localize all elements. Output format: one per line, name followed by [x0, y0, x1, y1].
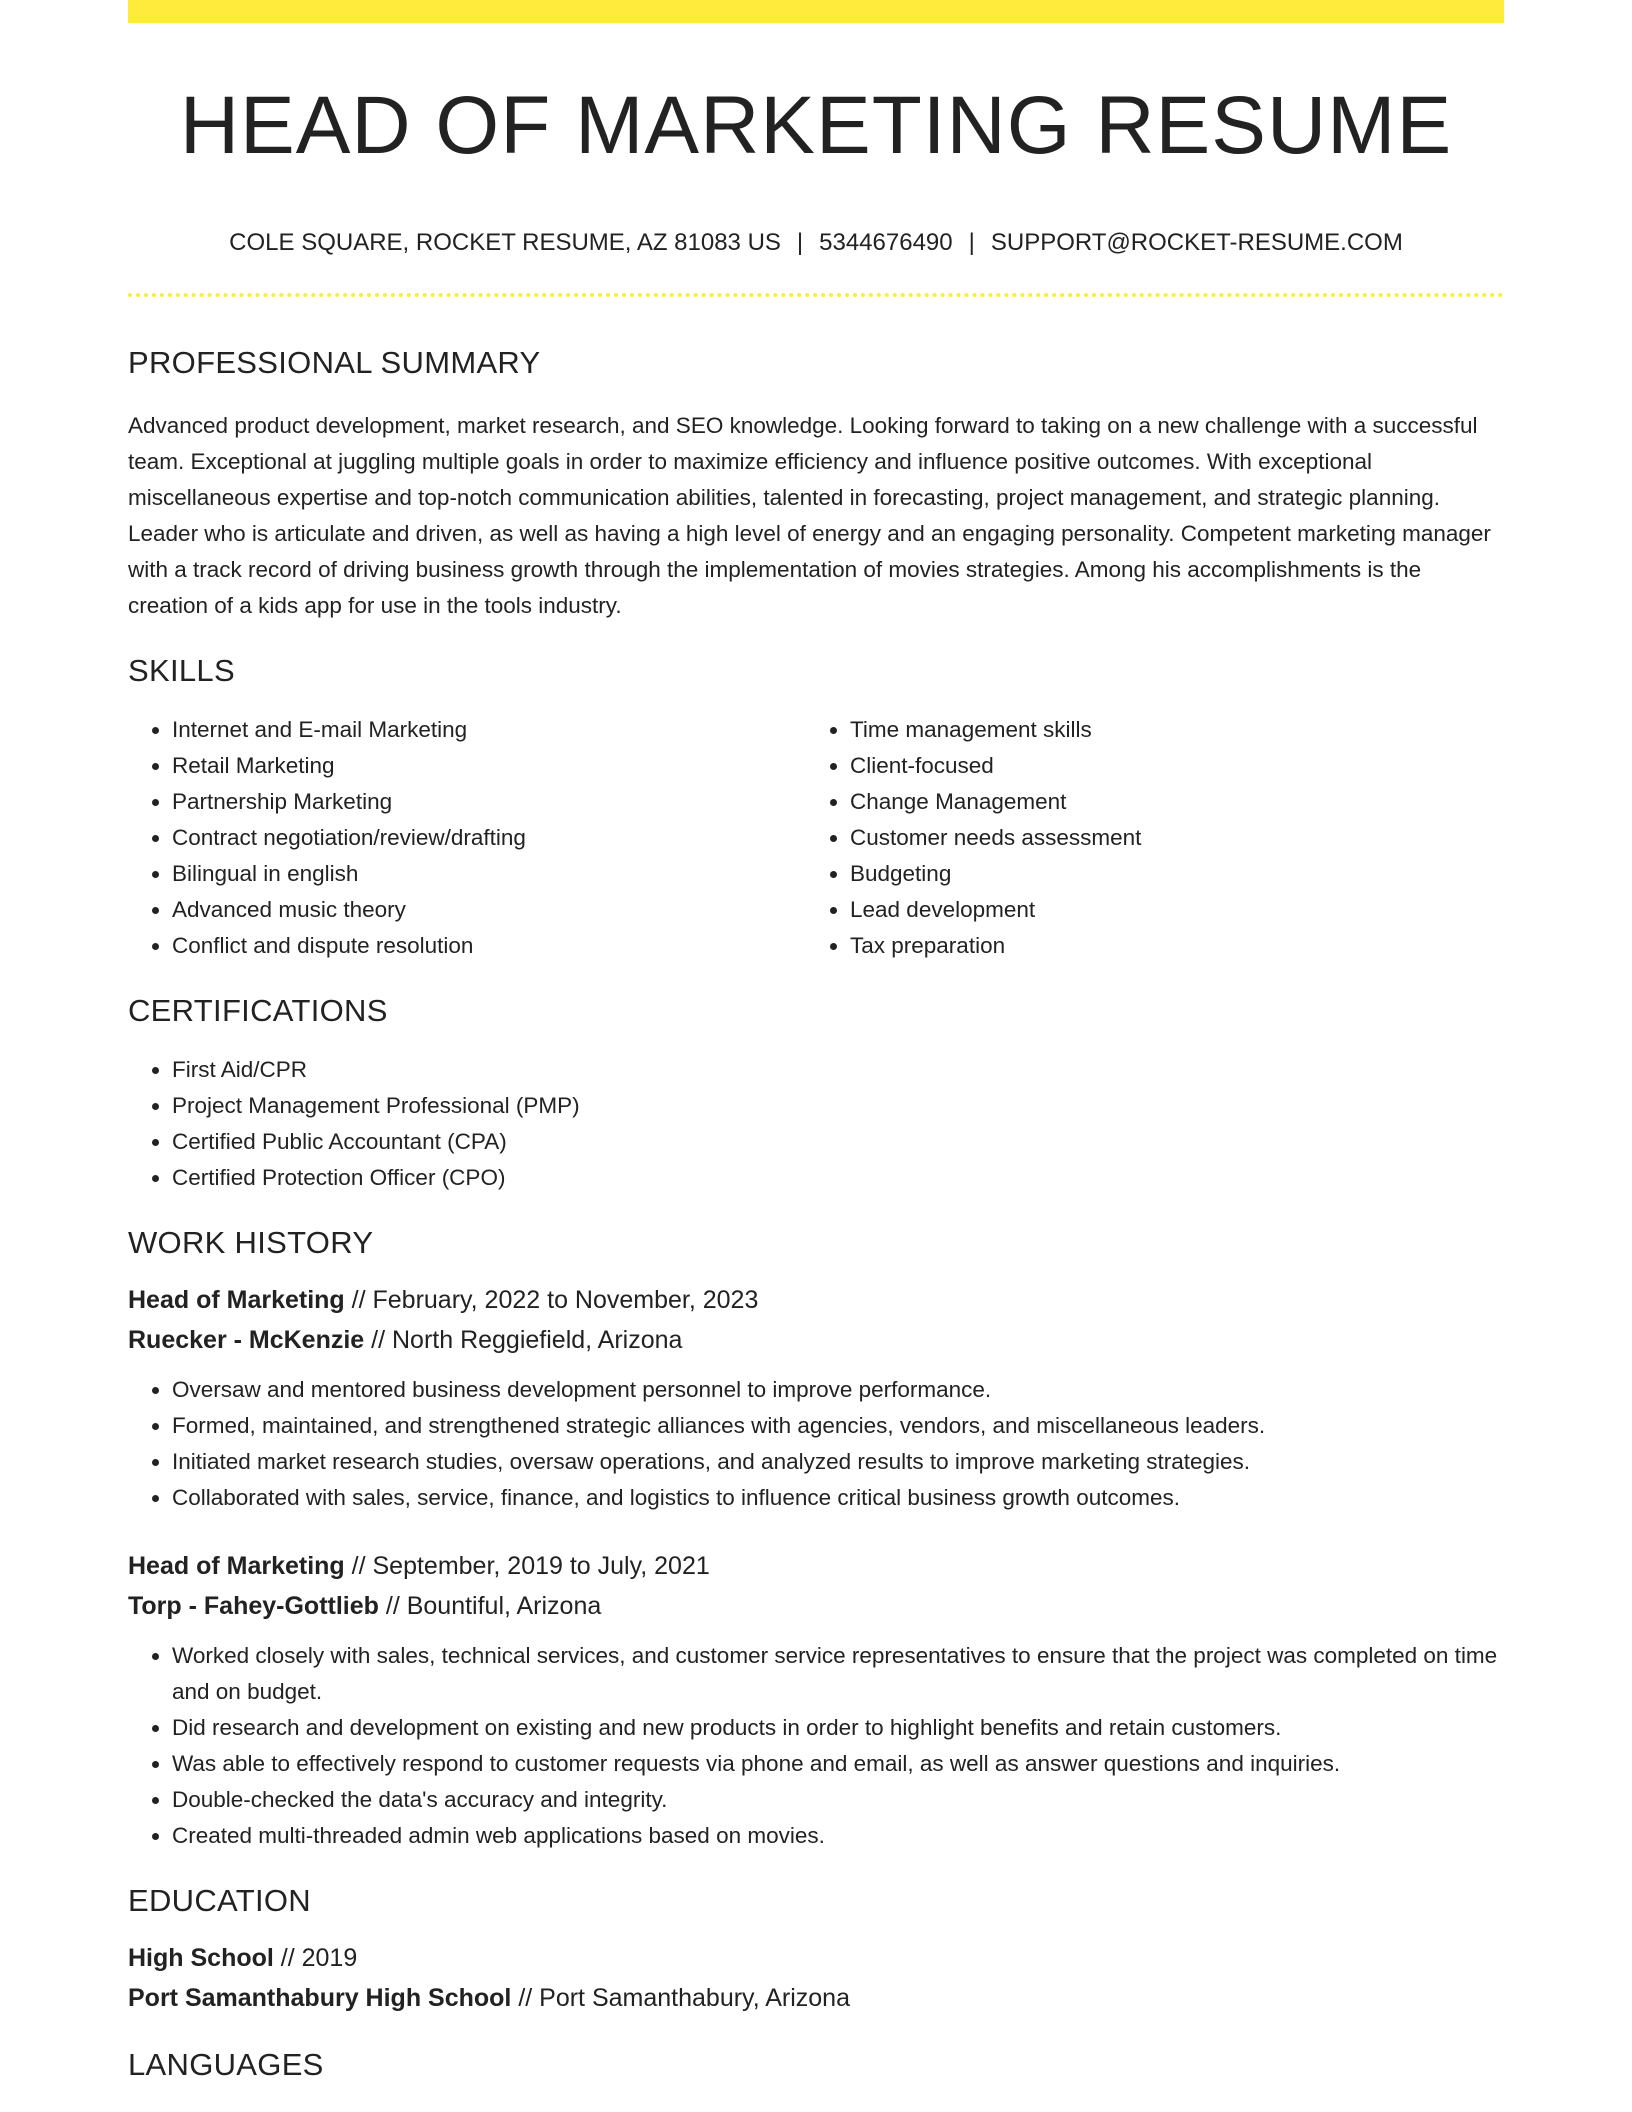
skills-column-right	[806, 712, 1484, 964]
job-location: // North Reggiefield, Arizona	[364, 1326, 683, 1354]
job-title: Head of Marketing	[128, 1552, 345, 1580]
summary-heading: PROFESSIONAL SUMMARY	[128, 345, 541, 380]
education-location: // Port Samanthabury, Arizona	[511, 1984, 850, 2012]
job-bullet: • Oversaw and mentored business development personnel to improve performance.	[172, 1372, 1504, 1408]
skill-item: • Conflict and dispute resolution	[172, 928, 806, 964]
certifications-heading: CERTIFICATIONS	[128, 993, 388, 1028]
job-bullet: • Initiated market research studies, oversaw operations, and analyzed results to improve marketing strategies.	[172, 1444, 1504, 1480]
skill-item: • Customer needs assessment	[850, 820, 1484, 856]
skill-item: • Internet and E-mail Marketing	[172, 712, 806, 748]
contact-email: SUPPORT@ROCKET-RESUME.COM	[990, 229, 1403, 256]
certifications-section	[128, 995, 1504, 1196]
certification-item: • First Aid/CPR	[172, 1052, 1504, 1088]
skills-grid	[128, 712, 1504, 964]
skill-item: • Change Management	[850, 784, 1484, 820]
skill-item: • Time management skills	[850, 712, 1484, 748]
job-bullets	[128, 1372, 1504, 1516]
languages-heading: LANGUAGES	[128, 2047, 324, 2082]
certifications-list	[128, 1052, 1504, 1196]
skill-item: • Advanced music theory	[172, 892, 806, 928]
skill-item: • Tax preparation	[850, 928, 1484, 964]
resume-page	[128, 0, 1504, 2080]
contact-separator: |	[796, 229, 804, 256]
skills-list-left	[128, 712, 806, 964]
job-bullet: • Formed, maintained, and strengthened strategic alliances with agencies, vendors, and miscellaneous leaders.	[172, 1408, 1504, 1444]
skill-item: • Bilingual in english	[172, 856, 806, 892]
job-dates: // February, 2022 to November, 2023	[344, 1286, 759, 1314]
skill-item: • Contract negotiation/review/drafting	[172, 820, 806, 856]
job-bullet: • Was able to effectively respond to customer requests via phone and email, as well as answer questions and inquiries.	[172, 1746, 1504, 1782]
certification-item: • Project Management Professional (PMP)	[172, 1088, 1504, 1124]
skills-list-right	[806, 712, 1484, 964]
work-history-heading: WORK HISTORY	[128, 1225, 374, 1260]
work-history-section	[128, 1227, 1504, 1854]
job-title: Head of Marketing	[128, 1286, 345, 1314]
contact-address: COLE SQUARE, ROCKET RESUME, AZ 81083 US	[229, 229, 781, 256]
certification-item: • Certified Public Accountant (CPA)	[172, 1124, 1504, 1160]
contact-separator: |	[968, 229, 975, 256]
accent-top-bar	[128, 0, 1504, 23]
education-school: Port Samanthabury High School	[128, 1984, 512, 2012]
dotted-divider	[128, 293, 1504, 297]
job-location: // Bountiful, Arizona	[378, 1592, 602, 1620]
education-school-line	[128, 1978, 1504, 2018]
education-year: // 2019	[273, 1944, 358, 1972]
job-bullets	[128, 1638, 1504, 1854]
skills-section	[128, 655, 1504, 964]
education-heading: EDUCATION	[128, 1883, 311, 1918]
job-entry	[128, 1280, 1504, 1516]
job-company-line	[128, 1586, 1504, 1626]
skills-heading: SKILLS	[128, 653, 235, 688]
job-title-line	[128, 1280, 1504, 1320]
skill-item: • Budgeting	[850, 856, 1484, 892]
skill-item: • Client-focused	[850, 748, 1484, 784]
job-bullet: • Created multi-threaded admin web applications based on movies.	[172, 1818, 1504, 1854]
contact-line	[128, 231, 1504, 255]
skills-column-left	[128, 712, 806, 964]
education-entry	[128, 1938, 1504, 2018]
job-dates: // September, 2019 to July, 2021	[344, 1552, 710, 1580]
education-section	[128, 1885, 1504, 2018]
job-bullet: • Worked closely with sales, technical services, and customer service representatives to ensure that the project was completed on time and on budget.	[172, 1638, 1504, 1710]
education-degree-line	[128, 1938, 1504, 1978]
job-company-line	[128, 1320, 1504, 1360]
job-bullet: • Double-checked the data's accuracy and integrity.	[172, 1782, 1504, 1818]
job-bullet: • Collaborated with sales, service, finance, and logistics to influence critical business growth outcomes.	[172, 1480, 1504, 1516]
summary-text: Advanced product development, market research, and SEO knowledge. Looking forward to taking on a new challenge with a successful team. Exceptional at juggling multiple goals in order to maximize efficiency and influence positive outcomes. With exceptional miscellaneous expertise and top-notch communication abilities, talented in forecasting, project management, and strategic planning. Leader who is articulate and driven, as well as having a high level of energy and an engaging personality. Competent marketing manager with a track record of driving business growth through the implementation of movies strategies. Among his accomplishments is the creation of a kids app for use in the tools industry.	[128, 413, 1491, 618]
education-degree: High School	[128, 1944, 274, 1972]
languages-section	[128, 2049, 1504, 2080]
skill-item: • Retail Marketing	[172, 748, 806, 784]
skill-item: • Lead development	[850, 892, 1484, 928]
resume-title: HEAD OF MARKETING RESUME	[179, 80, 1453, 171]
job-bullet: • Did research and development on existing and new products in order to highlight benefits and retain customers.	[172, 1710, 1504, 1746]
job-company: Torp - Fahey-Gottlieb	[128, 1592, 379, 1620]
job-company: Ruecker - McKenzie	[128, 1326, 365, 1354]
skill-item: • Partnership Marketing	[172, 784, 806, 820]
certification-item: • Certified Protection Officer (CPO)	[172, 1160, 1504, 1196]
summary-section	[128, 347, 1504, 624]
job-title-line	[128, 1546, 1504, 1586]
job-entry	[128, 1546, 1504, 1854]
contact-phone: 5344676490	[819, 229, 953, 256]
